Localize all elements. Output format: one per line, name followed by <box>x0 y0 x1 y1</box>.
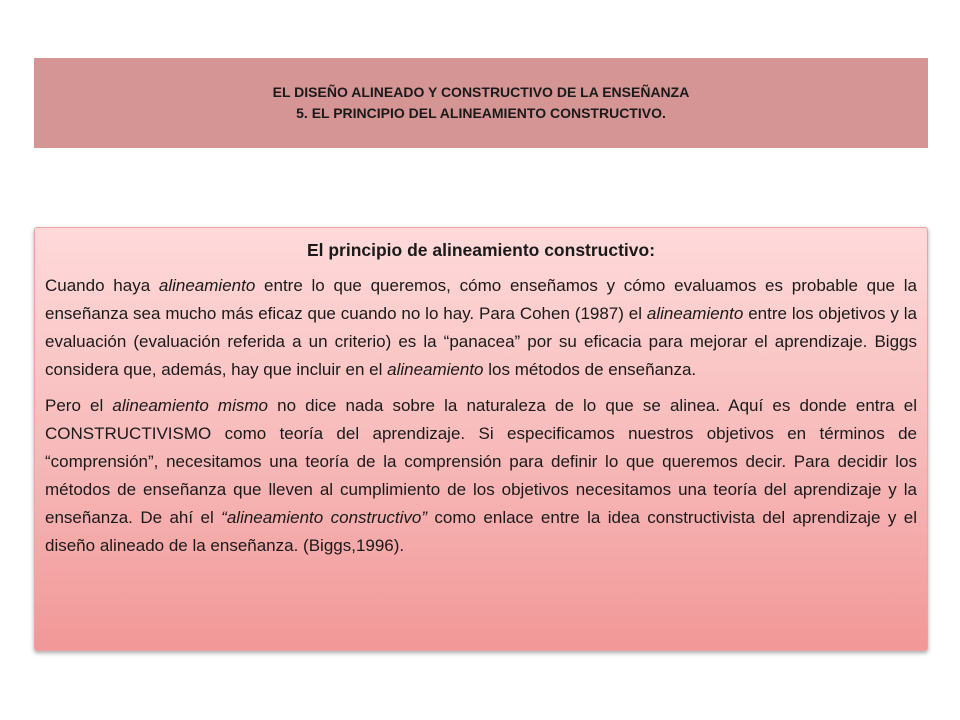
italic-run: alineamiento mismo <box>112 396 268 415</box>
text-run: los métodos de enseñanza. <box>483 360 697 379</box>
text-run: entre lo que queremos, cómo enseñamos y cómo evaluamos es probable que la enseñanza sea mucho más eficaz que cuando no lo hay. Para Cohen (1987) el <box>45 276 917 323</box>
paragraph-2 <box>45 392 917 560</box>
paragraph-1 <box>45 272 917 384</box>
text-run: entre los objetivos y la evaluación (evaluación referida a un criterio) es la “panacea” por su eficacia para mejorar el aprendizaje. Biggs considera que, además, hay que incluir en el <box>45 304 918 379</box>
italic-run: alineamiento <box>646 304 744 323</box>
italic-run: alineamiento <box>387 360 484 379</box>
italic-run: “alineamiento constructivo” <box>221 508 428 527</box>
text-run: Cuando haya <box>45 276 159 295</box>
italic-run: alineamiento <box>158 276 256 295</box>
slide-title-line-2: 5. EL PRINCIPIO DEL ALINEAMIENTO CONSTRUCTIVO. <box>296 105 666 121</box>
content-box <box>34 227 928 651</box>
title-banner <box>34 58 928 148</box>
content-heading: El principio de alineamiento constructivo: <box>306 240 656 260</box>
text-run: no dice nada sobre la naturaleza de lo que se alinea. Aquí es donde entra el CONSTRUCTIVISMO como teoría del aprendizaje. Si especificamos nuestros objetivos en términos de “comprensión”, necesitamos una teoría de la comprensión para definir lo que queremos decir. Para decidir los métodos de enseñanza que lleven al cumplimiento de los objetivos necesitamos una teoría del aprendizaje y la enseñanza. De ahí el <box>45 396 917 527</box>
text-run: Pero el <box>45 396 113 415</box>
slide-title-line-1: EL DISEÑO ALINEADO Y CONSTRUCTIVO DE LA ENSEÑANZA <box>272 84 690 100</box>
text-run: como enlace entre la idea constructivista del aprendizaje y el diseño alineado de la enseñanza. (Biggs,1996). <box>45 508 917 555</box>
